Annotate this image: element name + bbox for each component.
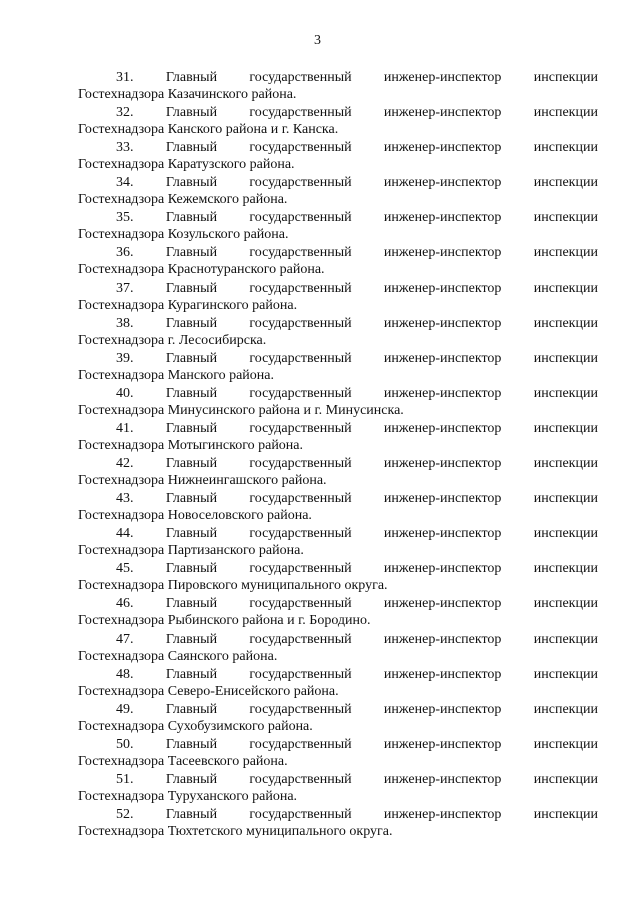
- item-number: 47.: [116, 631, 134, 647]
- item-word-1: Главный: [165, 736, 218, 752]
- item-word-2: государственный: [249, 70, 352, 85]
- item-word-2: государственный: [249, 280, 352, 296]
- list-item: [78, 525, 598, 560]
- item-continuation: Гостехнадзора Тасеевского района.: [78, 753, 288, 769]
- item-word-1: Главный: [165, 105, 218, 121]
- item-word-3: инженер-инспектор: [383, 210, 502, 226]
- item-first-line: [78, 420, 598, 437]
- item-word-1: Главный: [165, 350, 218, 366]
- item-word-3: инженер-инспектор: [383, 105, 502, 121]
- item-first-line: [78, 806, 598, 823]
- item-word-3: инженер-инспектор: [383, 175, 502, 191]
- item-word-4: инспекции: [533, 420, 598, 436]
- item-word-4: инспекции: [533, 210, 598, 226]
- item-word-2: государственный: [249, 350, 352, 366]
- item-continuation: Гостехнадзора Саянского района.: [78, 648, 278, 664]
- item-continuation: Гостехнадзора Новоселовского района.: [78, 508, 312, 524]
- item-first-line: [78, 701, 598, 718]
- item-number: 51.: [116, 771, 134, 787]
- item-word-1: Главный: [165, 140, 218, 156]
- item-continuation: Гостехнадзора Пировского муниципального округа.: [78, 578, 388, 594]
- item-first-line: [78, 350, 598, 367]
- item-word-3: инженер-инспектор: [383, 280, 502, 296]
- item-word-1: Главный: [165, 666, 218, 682]
- list-item: [78, 385, 598, 420]
- item-first-line: [78, 69, 598, 86]
- list-item: [78, 771, 598, 806]
- position-list: [78, 69, 598, 841]
- item-word-4: инспекции: [533, 771, 598, 787]
- item-word-3: инженер-инспектор: [383, 350, 502, 366]
- item-number: 49.: [116, 701, 134, 717]
- page-number: 3: [314, 33, 321, 48]
- item-word-4: инспекции: [533, 526, 598, 542]
- item-word-3: инженер-инспектор: [383, 666, 502, 682]
- item-word-4: инспекции: [533, 70, 598, 85]
- item-word-1: Главный: [165, 526, 218, 542]
- item-first-line: [78, 104, 598, 121]
- item-word-2: государственный: [249, 456, 352, 472]
- item-continuation: Гостехнадзора Нижнеингашского района.: [78, 473, 327, 489]
- item-continuation: Гостехнадзора Кежемского района.: [78, 192, 288, 208]
- list-item: [78, 806, 598, 841]
- item-word-3: инженер-инспектор: [383, 631, 502, 647]
- list-item: [78, 595, 598, 630]
- item-first-line: [78, 666, 598, 683]
- item-word-3: инженер-инспектор: [383, 140, 502, 156]
- item-number: 42.: [116, 456, 134, 472]
- item-word-4: инспекции: [533, 701, 598, 717]
- item-word-3: инженер-инспектор: [383, 526, 502, 542]
- list-item: [78, 666, 598, 701]
- item-continuation: Гостехнадзора Туруханского района.: [78, 788, 298, 804]
- item-word-4: инспекции: [533, 736, 598, 752]
- item-word-4: инспекции: [533, 315, 598, 331]
- item-word-1: Главный: [165, 245, 218, 261]
- item-word-1: Главный: [165, 806, 218, 822]
- item-number: 50.: [116, 736, 134, 752]
- item-number: 33.: [116, 140, 134, 156]
- item-number: 37.: [116, 280, 134, 296]
- item-continuation: Гостехнадзора Минусинского района и г. Минусинска.: [78, 402, 404, 418]
- item-continuation: Гостехнадзора Казачинского района.: [78, 87, 297, 102]
- item-continuation: Гостехнадзора Курагинского района.: [78, 297, 298, 313]
- item-word-2: государственный: [249, 631, 352, 647]
- item-number: 48.: [116, 666, 134, 682]
- item-word-2: государственный: [249, 105, 352, 121]
- item-word-2: государственный: [249, 526, 352, 542]
- list-item: [78, 736, 598, 771]
- item-first-line: [78, 385, 598, 402]
- item-continuation: Гостехнадзора Партизанского района.: [78, 543, 304, 559]
- list-item: [78, 490, 598, 525]
- item-first-line: [78, 771, 598, 788]
- item-first-line: [78, 315, 598, 332]
- item-word-2: государственный: [249, 771, 352, 787]
- item-word-4: инспекции: [533, 596, 598, 612]
- item-word-4: инспекции: [533, 140, 598, 156]
- item-word-4: инспекции: [533, 491, 598, 507]
- item-number: 38.: [116, 315, 134, 331]
- item-continuation: Гостехнадзора Козульского района.: [78, 227, 289, 243]
- item-word-3: инженер-инспектор: [383, 806, 502, 822]
- item-first-line: [78, 455, 598, 472]
- item-continuation: Гостехнадзора г. Лесосибирска.: [78, 332, 267, 348]
- list-item: [78, 174, 598, 209]
- item-continuation: Гостехнадзора Тюхтетского муниципального округа.: [78, 823, 393, 839]
- item-word-2: государственный: [249, 140, 352, 156]
- item-first-line: [78, 490, 598, 507]
- item-number: 41.: [116, 420, 134, 436]
- item-word-2: государственный: [249, 385, 352, 401]
- item-continuation: Гостехнадзора Краснотуранского района.: [78, 262, 325, 278]
- item-number: 36.: [116, 245, 134, 261]
- item-word-4: инспекции: [533, 350, 598, 366]
- item-word-3: инженер-инспектор: [383, 771, 502, 787]
- item-number: 45.: [116, 561, 134, 577]
- item-word-2: государственный: [249, 210, 352, 226]
- list-item: [78, 315, 598, 350]
- item-first-line: [78, 280, 598, 297]
- item-continuation: Гостехнадзора Каратузского района.: [78, 157, 295, 173]
- item-word-1: Главный: [165, 701, 218, 717]
- item-first-line: [78, 244, 598, 261]
- item-word-1: Главный: [165, 175, 218, 191]
- item-number: 39.: [116, 350, 134, 366]
- list-item: [78, 280, 598, 315]
- item-word-2: государственный: [249, 420, 352, 436]
- item-word-2: государственный: [249, 561, 352, 577]
- item-word-1: Главный: [165, 596, 218, 612]
- item-word-2: государственный: [249, 596, 352, 612]
- list-item: [78, 350, 598, 385]
- list-item: [78, 701, 598, 736]
- item-word-1: Главный: [165, 491, 218, 507]
- list-item: [78, 420, 598, 455]
- item-first-line: [78, 595, 598, 612]
- item-number: 43.: [116, 491, 134, 507]
- item-word-2: государственный: [249, 315, 352, 331]
- item-number: 46.: [116, 596, 134, 612]
- item-first-line: [78, 525, 598, 542]
- item-word-3: инженер-инспектор: [383, 315, 502, 331]
- item-word-4: инспекции: [533, 456, 598, 472]
- item-word-4: инспекции: [533, 245, 598, 261]
- item-word-2: государственный: [249, 806, 352, 822]
- item-word-1: Главный: [165, 456, 218, 472]
- item-word-2: государственный: [249, 736, 352, 752]
- item-first-line: [78, 631, 598, 648]
- item-word-3: инженер-инспектор: [383, 701, 502, 717]
- item-word-3: инженер-инспектор: [383, 561, 502, 577]
- item-word-1: Главный: [165, 280, 218, 296]
- item-continuation: Гостехнадзора Мотыгинского района.: [78, 437, 304, 453]
- item-word-4: инспекции: [533, 105, 598, 121]
- item-word-1: Главный: [165, 561, 218, 577]
- item-word-1: Главный: [165, 385, 218, 401]
- item-first-line: [78, 736, 598, 753]
- item-word-4: инспекции: [533, 806, 598, 822]
- item-word-4: инспекции: [533, 280, 598, 296]
- item-word-2: государственный: [249, 666, 352, 682]
- item-word-4: инспекции: [533, 666, 598, 682]
- item-word-4: инспекции: [533, 561, 598, 577]
- list-item: [78, 209, 598, 244]
- list-item: [78, 631, 598, 666]
- item-word-4: инспекции: [533, 175, 598, 191]
- list-item: [78, 455, 598, 490]
- item-number: 52.: [116, 806, 134, 822]
- item-number: 35.: [116, 210, 134, 226]
- list-item: [78, 244, 598, 279]
- item-number: 44.: [116, 526, 134, 542]
- item-word-2: государственный: [249, 245, 352, 261]
- item-number: 34.: [116, 175, 134, 191]
- list-item: [78, 560, 598, 595]
- item-continuation: Гостехнадзора Канского района и г. Канска.: [78, 122, 339, 138]
- list-item: [78, 104, 598, 139]
- item-word-3: инженер-инспектор: [383, 596, 502, 612]
- item-number: 31.: [116, 70, 134, 85]
- item-word-3: инженер-инспектор: [383, 736, 502, 752]
- item-word-3: инженер-инспектор: [383, 385, 502, 401]
- item-continuation: Гостехнадзора Рыбинского района и г. Бородино.: [78, 613, 371, 629]
- item-first-line: [78, 560, 598, 577]
- list-item: [78, 69, 598, 104]
- item-continuation: Гостехнадзора Северо-Енисейского района.: [78, 683, 339, 699]
- item-first-line: [78, 209, 598, 226]
- item-word-3: инженер-инспектор: [383, 70, 502, 85]
- item-word-3: инженер-инспектор: [383, 245, 502, 261]
- item-number: 40.: [116, 385, 134, 401]
- item-word-1: Главный: [165, 70, 218, 85]
- item-word-1: Главный: [165, 210, 218, 226]
- item-word-1: Главный: [165, 631, 218, 647]
- item-word-4: инспекции: [533, 631, 598, 647]
- item-first-line: [78, 174, 598, 191]
- item-word-3: инженер-инспектор: [383, 420, 502, 436]
- list-item: [78, 139, 598, 174]
- item-word-3: инженер-инспектор: [383, 456, 502, 472]
- item-number: 32.: [116, 105, 134, 121]
- item-continuation: Гостехнадзора Манского района.: [78, 367, 274, 383]
- item-word-1: Главный: [165, 315, 218, 331]
- item-word-2: государственный: [249, 701, 352, 717]
- item-first-line: [78, 139, 598, 156]
- item-word-3: инженер-инспектор: [383, 491, 502, 507]
- item-word-4: инспекции: [533, 385, 598, 401]
- item-word-1: Главный: [165, 420, 218, 436]
- item-word-2: государственный: [249, 491, 352, 507]
- item-continuation: Гостехнадзора Сухобузимского района.: [78, 718, 313, 734]
- item-word-2: государственный: [249, 175, 352, 191]
- item-word-1: Главный: [165, 771, 218, 787]
